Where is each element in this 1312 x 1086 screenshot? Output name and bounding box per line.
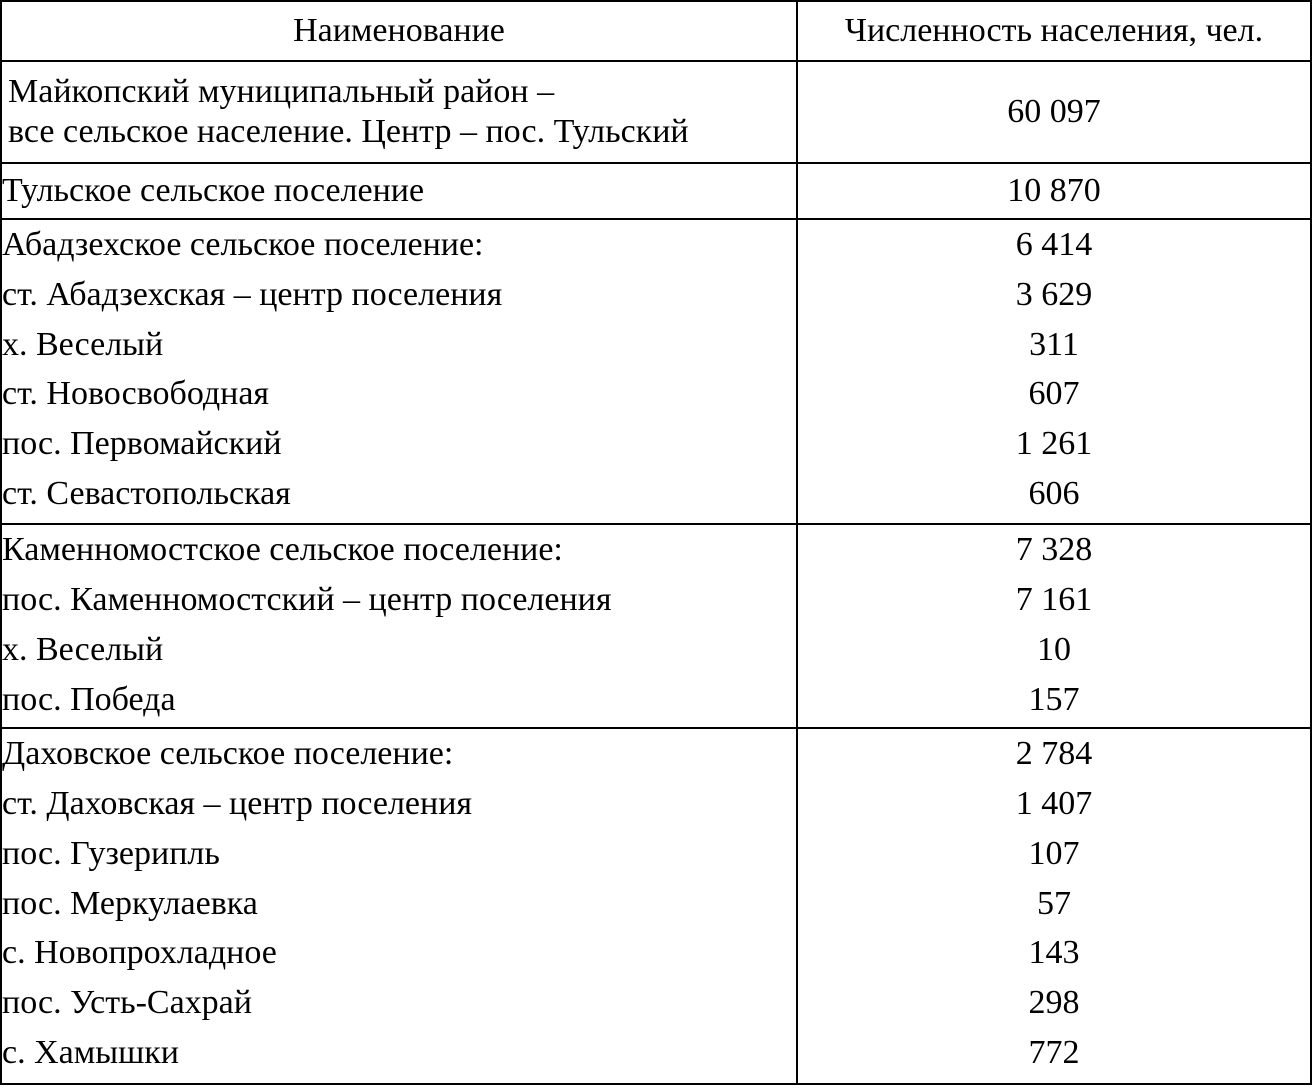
settlement-population: 57 [1037,884,1071,922]
header-population: Численность населения, чел. [797,1,1311,61]
district-name-line2: все сельское население. Центр – пос. Тульский [8,113,689,150]
settlement-name: пос. Победа [2,680,176,718]
settlement-population: 7 328 [1015,531,1093,569]
group-populations [797,219,1311,524]
settlement-name: пос. Меркулаевка [2,884,258,922]
settlement-name: пос. Каменномостский – центр поселения [2,580,612,618]
settlement-population: 298 [1028,984,1080,1022]
header-name: Наименование [1,1,797,61]
settlement-population: 1 261 [1015,425,1093,463]
settlement-population: 6 414 [1015,226,1093,263]
settlement-population: 143 [1028,934,1080,972]
settlement-name: пос. Гузерипль [2,834,220,872]
tulskoe-name: Тульское сельское поселение [1,163,797,219]
settlement-name: х. Веселый [2,630,164,668]
settlement-name: пос. Усть-Сахрай [2,984,252,1022]
group-names [1,728,797,1084]
settlement-population: 606 [1028,474,1080,512]
group-names [1,219,797,524]
settlement-name: с. Хамышки [2,1034,179,1072]
settlement-population: 107 [1028,834,1080,872]
district-name-line1: Майкопский муниципальный район – [8,73,555,110]
district-row [1,61,1311,163]
settlement-group-kamennomost [1,524,1311,728]
settlement-group-abadzekh [1,219,1311,524]
settlement-name: пос. Первомайский [2,425,282,463]
settlement-name: ст. Абадзехская – центр поселения [2,275,503,313]
district-population: 60 097 [797,61,1311,163]
settlement-name: Каменномостское сельское поселение: [2,531,563,569]
settlement-population: 311 [1029,325,1079,363]
header-row [1,1,1311,61]
settlement-population: 772 [1028,1034,1080,1072]
group-populations [797,524,1311,728]
settlement-population: 3 629 [1015,275,1093,313]
settlement-population: 2 784 [1015,735,1093,773]
tulskoe-population: 10 870 [797,163,1311,219]
settlement-name: Абадзехское сельское поселение: [2,226,484,263]
settlement-name: ст. Севастопольская [2,474,291,512]
settlement-group-dakhov [1,728,1311,1084]
settlement-population: 1 407 [1015,785,1093,823]
settlement-population: 7 161 [1015,580,1093,618]
settlement-population: 157 [1028,680,1080,718]
settlement-name: Даховское сельское поселение: [2,735,454,773]
group-populations [797,728,1311,1084]
settlement-name: х. Веселый [2,325,164,363]
group-names [1,524,797,728]
settlement-name: с. Новопрохладное [2,934,277,972]
tulskoe-row [1,163,1311,219]
settlement-name: ст. Новосвободная [2,375,270,413]
settlement-population: 10 [1037,630,1071,668]
district-name-cell [1,61,797,163]
settlement-population: 607 [1028,375,1080,413]
settlement-name: ст. Даховская – центр поселения [2,785,473,823]
